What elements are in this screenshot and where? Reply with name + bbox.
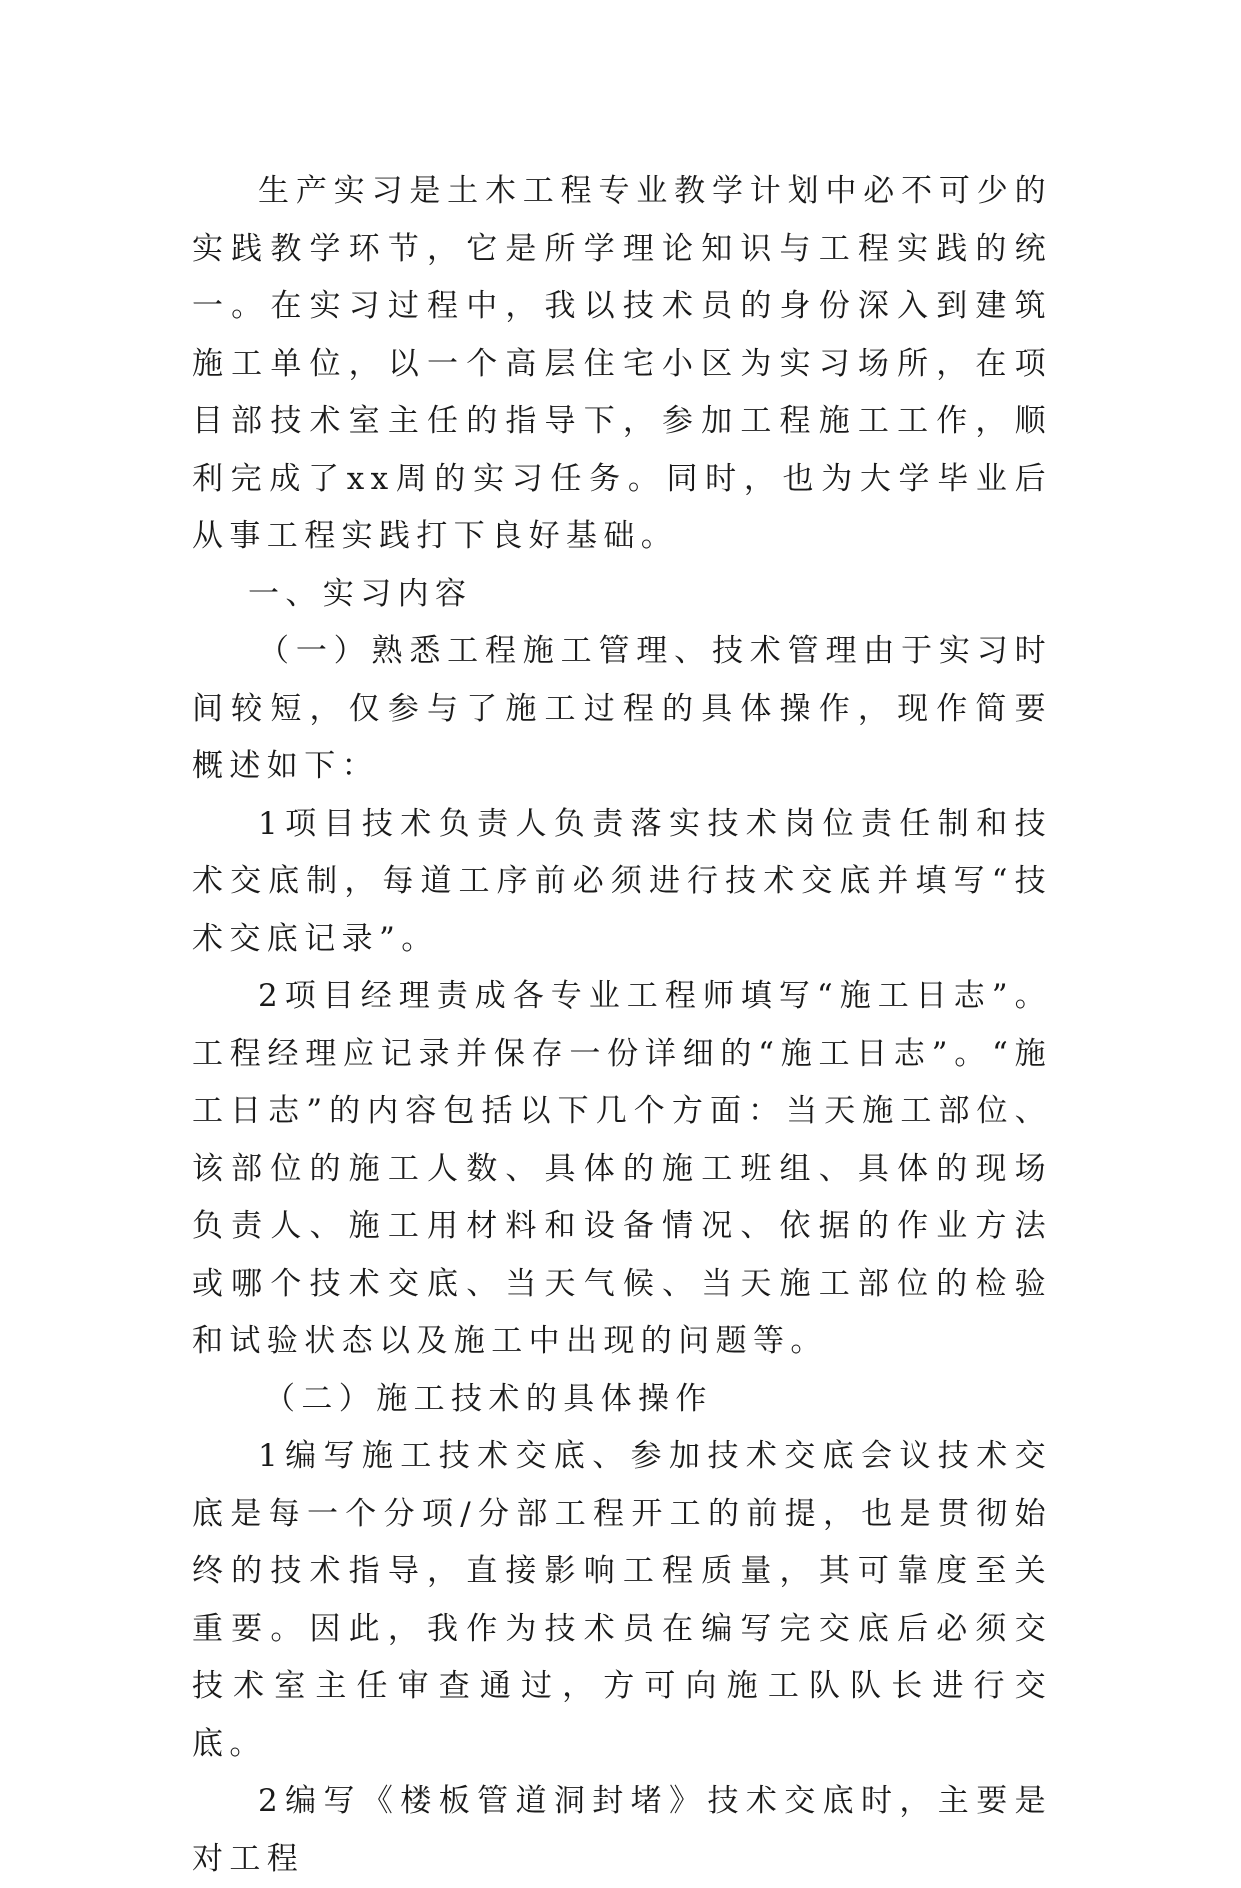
list-item-paragraph-1: 1项目技术负责人负责落实技术岗位责任制和技术交底制，每道工序前必须进行技术交底并填写“技术交底记录”。 — [192, 805, 1052, 957]
subsection-paragraph-management: （一）熟悉工程施工管理、技术管理由于实习时间较短，仅参与了施工过程的具体操作，现作简要概述如下： — [192, 633, 1052, 784]
subsection-heading-technical-operation: （二）施工技术的具体操作 — [264, 1380, 713, 1417]
list-item-paragraph-3: 1编写施工技术交底、参加技术交底会议技术交底是每一个分项/分部工程开工的前提，也是贯彻始终的技术指导，直接影响工程质量，其可靠度至关重要。因此，我作为技术员在编写完交底后必须交技术室主任审查通过，方可向施工队队长进行交底。 — [192, 1438, 1052, 1762]
list-item-paragraph-4: 2编写《楼板管道洞封堵》技术交底时，主要是对工程 — [192, 1783, 1052, 1877]
list-item-paragraph-2: 2项目经理责成各专业工程师填写“施工日志”。工程经理应记录并保存一份详细的“施工日志”。“施工日志”的内容包括以下几个方面：当天施工部位、该部位的施工人数、具体的施工班组、具体的现场负责人、施工用材料和设备情况、依据的作业方法或哪个技术交底、当天气候、当天施工部位的检验和试验状态以及施工中出现的问题等。 — [192, 978, 1052, 1359]
section-heading-internship-content: 一、实习内容 — [248, 575, 473, 612]
document-body — [192, 163, 1052, 1888]
intro-paragraph: 生产实习是土木工程专业教学计划中必不可少的实践教学环节，它是所学理论知识与工程实践的统一。在实习过程中，我以技术员的身份深入到建筑施工单位，以一个高层住宅小区为实习场所，在项目部技术室主任的指导下，参加工程施工工作，顺利完成了xx周的实习任务。同时，也为大学毕业后从事工程实践打下良好基础。 — [192, 173, 1052, 554]
